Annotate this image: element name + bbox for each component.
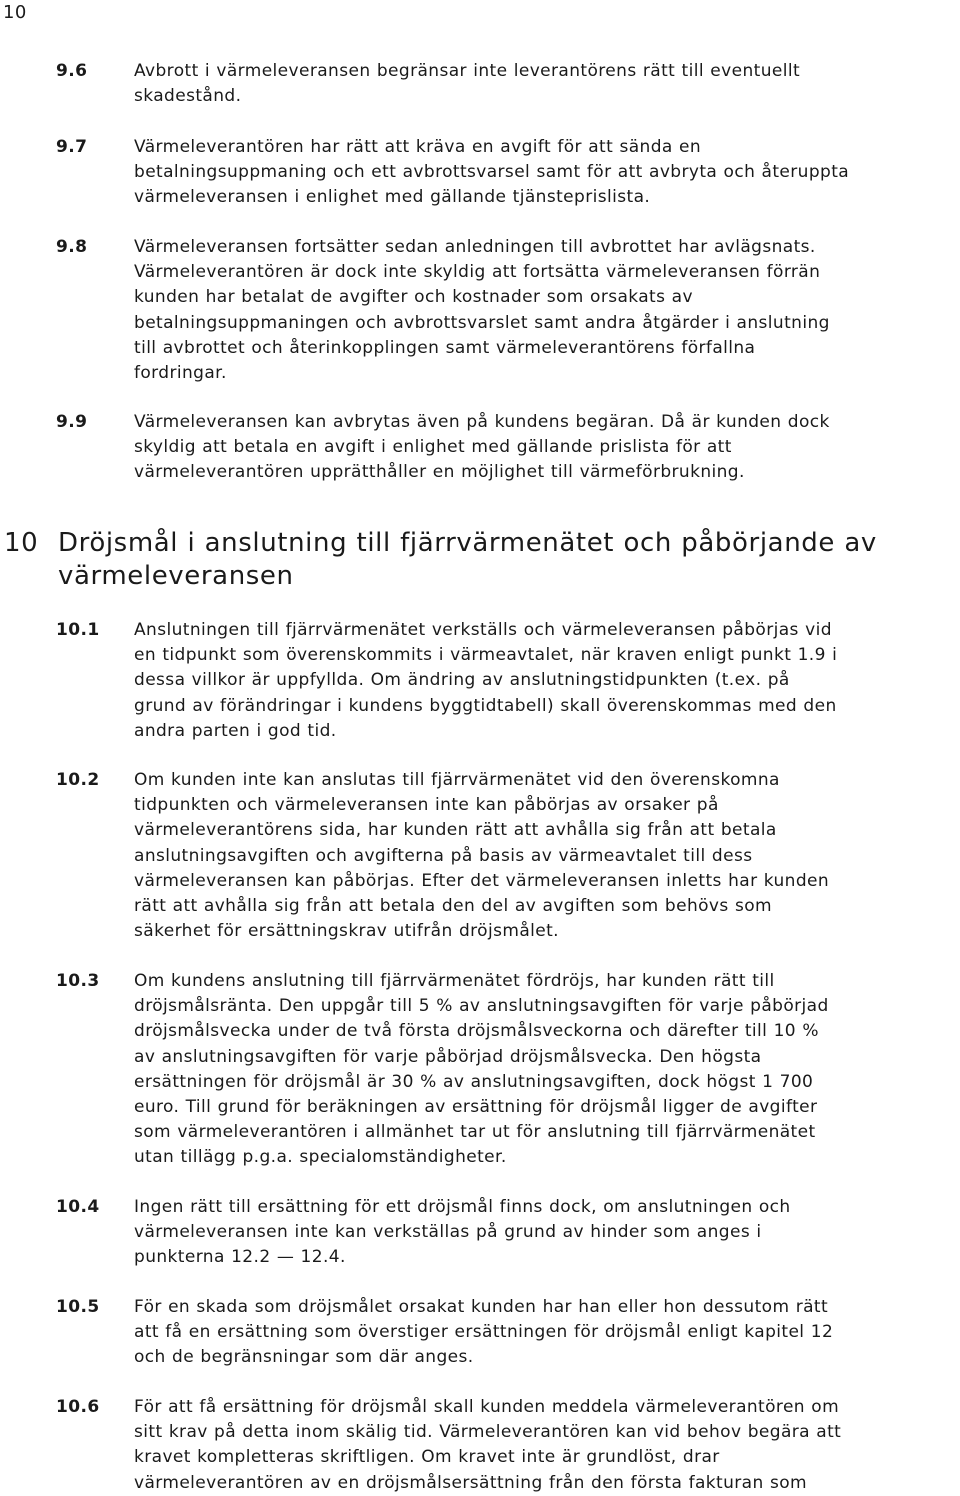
clause-text: För en skada som dröjsmålet orsakat kunden har han eller hon dessutom rätt att få en ersättning som överstiger ersättningen för dröjsmål enligt kapitel 12 och de begränsningar som där anges.	[134, 1297, 834, 1368]
clause-text: Om kunden inte kan anslutas till fjärrvärmenätet vid den överenskomna tidpunkten och värmeleveransen inte kan påbörjas av orsaker på värmeleverantörens sida, har kunden rätt att avhålla sig från att betala anslutningsavgiften och avgifterna på basis av värmeavtalet till dess värmeleveransen kan påbörjas. Efter det värmeleveransen inletts har kunden rätt att avhålla sig från att betala den del av avgiften som behövs som säkerhet för ersättningskrav utifrån dröjsmålet.	[134, 770, 830, 942]
section-number: 10	[4, 528, 39, 558]
clause-text: Ingen rätt till ersättning för ett dröjsmål finns dock, om anslutningen och värmeleveransen inte kan verkställas på grund av hinder som anges i punkterna 12.2 — 12.4.	[134, 1197, 791, 1268]
clause-number: 9.6	[56, 61, 88, 81]
clause-number: 10.6	[56, 1397, 100, 1417]
clause-9-7	[56, 135, 960, 211]
clause-number: 10.5	[56, 1297, 100, 1317]
clause-text: Anslutningen till fjärrvärmenätet verkställs och värmeleveransen påbörjas vid en tidpunkt som överenskommits i värmeavtalet, när kraven enligt punkt 1.9 i dessa villkor är uppfyllda. Om ändring av anslutningstidpunkten (t.ex. på grund av förändringar i kundens byggtidtabell) skall överenskommas med den andra parten i god tid.	[134, 620, 838, 741]
section-title: Dröjsmål i anslutning till fjärrvärmenätet och påbörjande av värmeleveransen	[58, 528, 877, 591]
clause-number: 10.3	[56, 971, 100, 991]
clause-number: 9.8	[56, 237, 88, 257]
clause-9-8	[56, 235, 960, 386]
clause-10-2	[56, 768, 960, 944]
section-heading-10	[4, 527, 954, 593]
clause-number: 9.9	[56, 412, 88, 432]
page-number: 10	[3, 2, 27, 23]
clause-text: Värmeleverantören har rätt att kräva en avgift för att sända en betalningsuppmaning och ett avbrottsvarsel samt för att avbryta och återuppta värmeleveransen i enlighet med gällande tjänsteprislista.	[134, 137, 850, 208]
clause-10-5	[56, 1295, 960, 1371]
clause-number: 10.2	[56, 770, 100, 790]
clause-10-3	[56, 969, 960, 1171]
clause-text: Värmeleveransen fortsätter sedan anledningen till avbrottet har avlägsnats. Värmeleverantören är dock inte skyldig att fortsätta värmeleveransen förrän kunden har betalat de avgifter och kostnader som orsakats av betalningsuppmaningen och avbrottsvarslet samt andra åtgärder i anslutning till avbrottet och återinkopplingen samt värmeleverantörens förfallna fordringar.	[134, 237, 830, 384]
clause-number: 9.7	[56, 137, 88, 157]
clause-number: 10.4	[56, 1197, 100, 1217]
clause-9-6	[56, 59, 960, 109]
clause-10-6	[56, 1395, 960, 1496]
clause-text: Värmeleveransen kan avbrytas även på kundens begäran. Då är kunden dock skyldig att betala en avgift i enlighet med gällande prislista för att värmeleverantören upprätthåller en möjlighet till värmeförbrukning.	[134, 412, 830, 483]
clause-text: För att få ersättning för dröjsmål skall kunden meddela värmeleverantören om sitt krav på detta inom skälig tid. Värmeleverantören kan vid behov begära att kravet kompletteras skriftligen. Om kravet inte är grundlöst, drar värmeleverantören av en dröjsmålsersättning från den första fakturan som	[134, 1397, 842, 1493]
clause-10-1	[56, 618, 960, 744]
clause-9-9	[56, 410, 960, 486]
clause-text: Avbrott i värmeleveransen begränsar inte leverantörens rätt till eventuellt skadestånd.	[134, 61, 801, 107]
clause-number: 10.1	[56, 620, 100, 640]
clause-text: Om kundens anslutning till fjärrvärmenätet fördröjs, har kunden rätt till dröjsmålsränta. Den uppgår till 5 % av anslutningsavgiften för varje påbörjad dröjsmålsvecka under de två första dröjsmålsveckorna och därefter till 10 % av anslutningsavgiften för varje påbörjad dröjsmålsvecka. Den högsta ersättningen för dröjsmål är 30 % av anslutningsavgiften, dock högst 1 700 euro. Till grund för beräkningen av ersättning för dröjsmål ligger de avgifter som värmeleverantören i allmänhet tar ut för anslutning till fjärrvärmenätet utan tillägg p.g.a. specialomständigheter.	[134, 971, 829, 1168]
clause-10-4	[56, 1195, 960, 1271]
